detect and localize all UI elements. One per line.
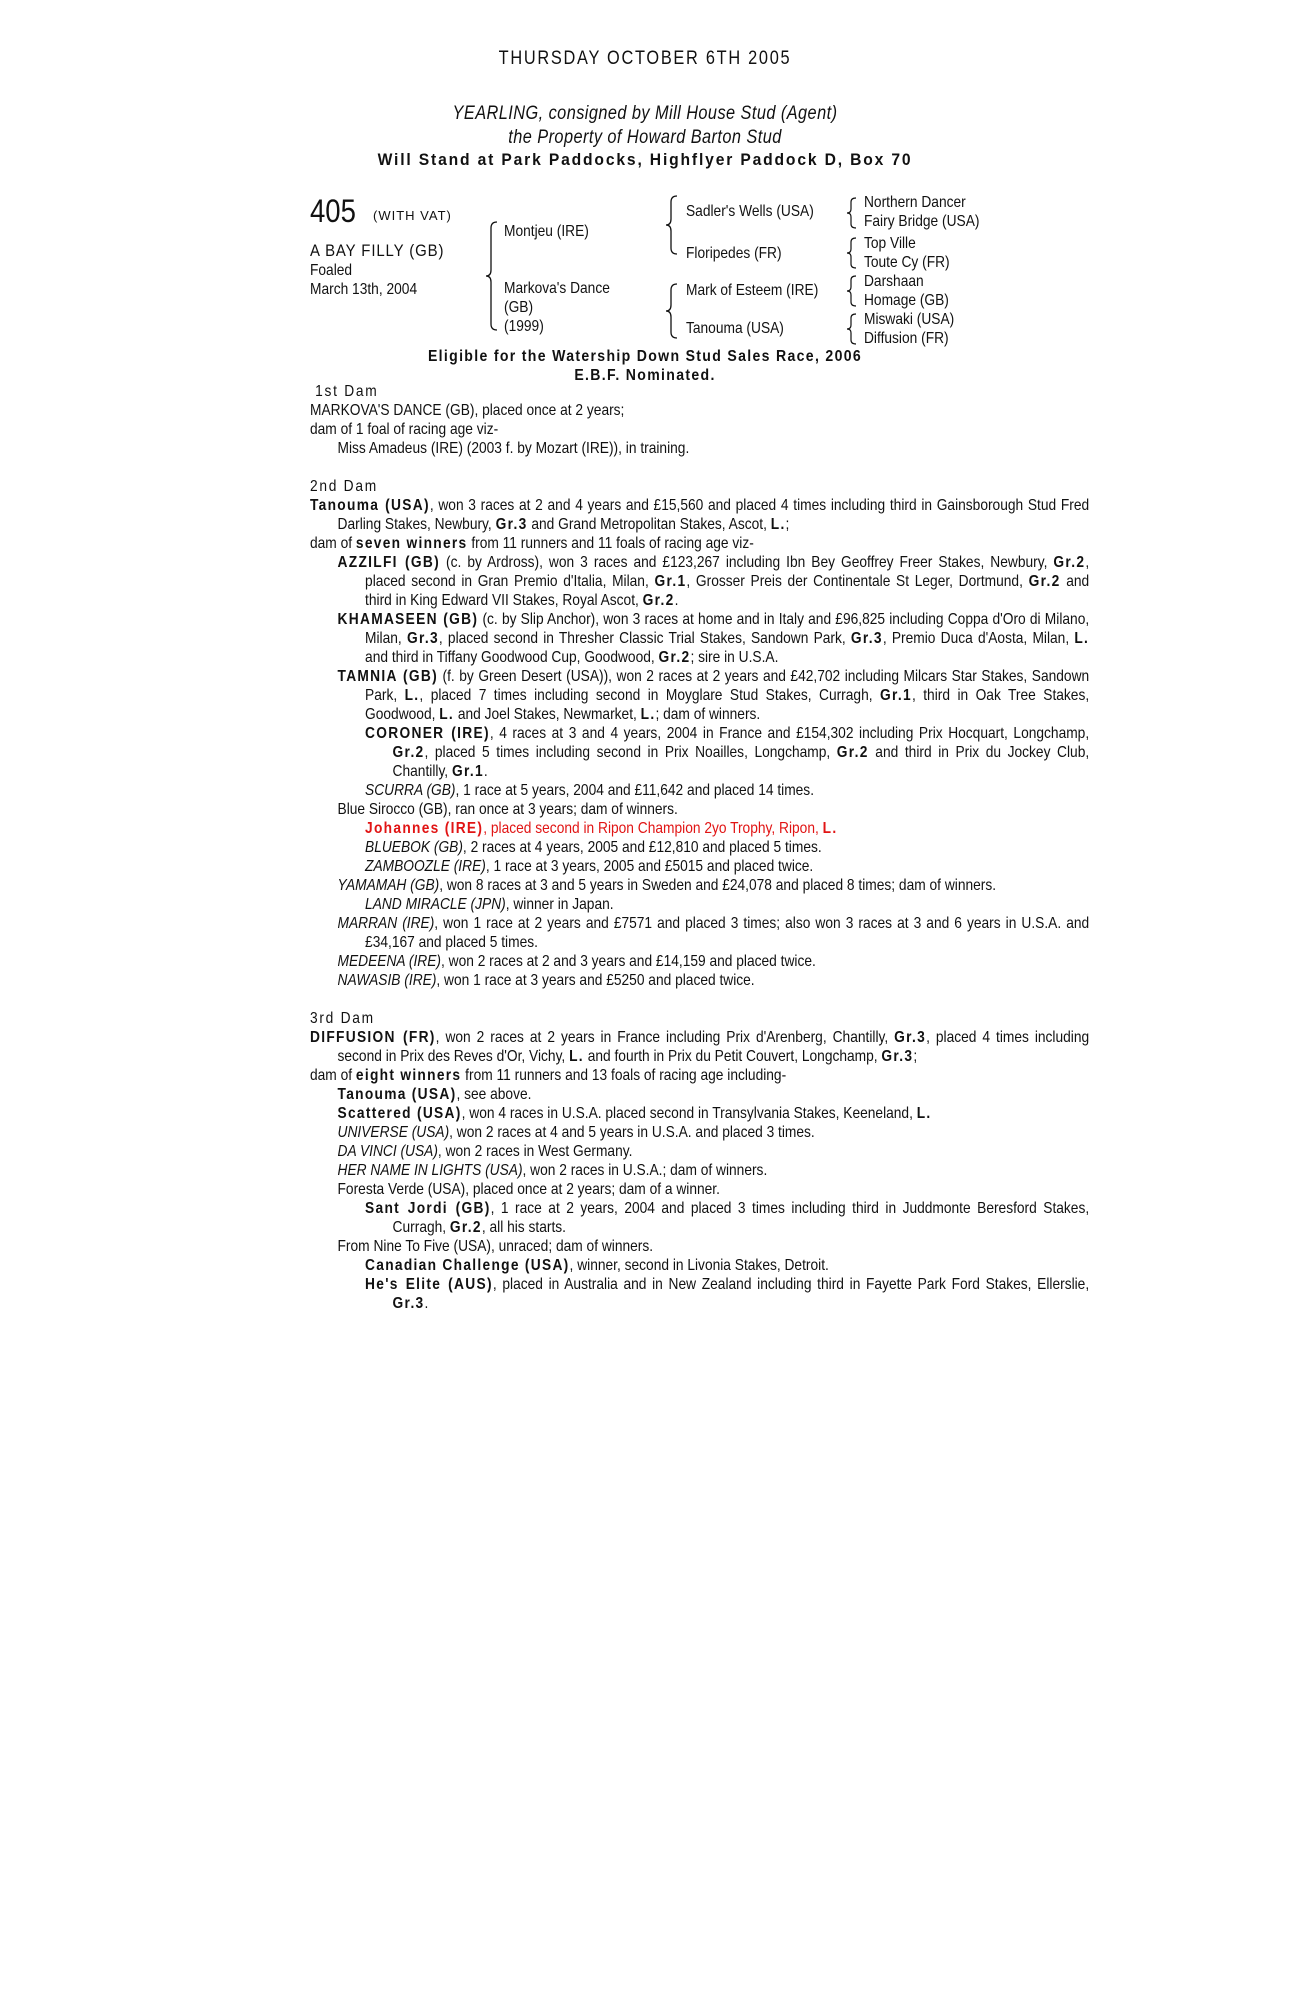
pedigree-sire-sire: Sadler's Wells (USA) bbox=[686, 203, 814, 220]
pedigree-dds: Miswaki (USA) bbox=[864, 311, 955, 328]
produce-azzilfi: AZZILFI (GB) (c. by Ardross), won 3 races and £123,267 including Ibn Bey Geoffrey Freer Stakes, Newbury, Gr.2, placed second in Gran Premio d'Italia, Milan, Gr.1, Grosser Preis der Continentale St Leger, Dortmund, Gr.2 and third in King Edward VII Stakes, Royal Ascot, Gr.2. bbox=[337, 554, 1090, 609]
pedigree-brace-dam bbox=[664, 282, 678, 340]
pedigree-ddd: Diffusion (FR) bbox=[864, 330, 949, 347]
pedigree-brace-ds bbox=[845, 274, 857, 308]
vat-note: (WITH VAT) bbox=[373, 208, 452, 223]
consignor-block bbox=[90, 102, 1199, 150]
second-dam-heading: 2nd Dam bbox=[310, 478, 378, 495]
pedigree-dam-origin: (GB) bbox=[504, 299, 534, 316]
produce-medeena: MEDEENA (IRE), won 2 races at 2 and 3 years and £14,159 and placed twice. bbox=[337, 953, 816, 970]
second-dam-produce-summary: dam of seven winners from 11 runners and 11 foals of racing age viz- bbox=[310, 535, 754, 552]
pedigree-brace-ss bbox=[845, 196, 857, 230]
produce-sant-jordi: Sant Jordi (GB), 1 race at 2 years, 2004 and placed 3 times including third in Juddmonte Beresford Stakes, Curragh, Gr.2, all his starts. bbox=[365, 1200, 1090, 1236]
lot-description: A BAY FILLY (GB) bbox=[310, 241, 445, 260]
pedigree-dam-dam: Tanouma (USA) bbox=[686, 320, 784, 337]
pedigree-dsd: Homage (GB) bbox=[864, 292, 949, 309]
produce-universe: UNIVERSE (USA), won 2 races at 4 and 5 years in U.S.A. and placed 3 times. bbox=[337, 1124, 815, 1141]
produce-nawasib: NAWASIB (IRE), won 1 race at 3 years and £5250 and placed twice. bbox=[337, 972, 755, 989]
produce-coroner: CORONER (IRE), 4 races at 3 and 4 years, 2004 in France and £154,302 including Prix Hocquart, Longchamp, Gr.2, placed 5 times including second in Prix Noailles, Longchamp, Gr.2 and third in Prix du Jockey Club, Chantilly, Gr.1. bbox=[365, 725, 1090, 780]
pedigree-sire-dam: Floripedes (FR) bbox=[686, 245, 782, 262]
pedigree-dam-name: Markova's Dance bbox=[504, 280, 610, 297]
produce-canadian-challenge: Canadian Challenge (USA), winner, second in Livonia Stakes, Detroit. bbox=[365, 1257, 829, 1274]
produce-foresta-verde: Foresta Verde (USA), placed once at 2 years; dam of a winner. bbox=[337, 1181, 720, 1198]
produce-tamnia: TAMNIA (GB) (f. by Green Desert (USA)), won 2 races at 2 years and £42,702 including Milcars Star Stakes, Sandown Park, L., placed 7 times including second in Moyglare Stud Stakes, Curragh, Gr.1, third in Oak Tree Stakes, Goodwood, L. and Joel Stakes, Newmarket, L.; dam of winners. bbox=[337, 668, 1090, 723]
lot-number: 405 bbox=[310, 193, 356, 229]
pedigree-sire: Montjeu (IRE) bbox=[504, 223, 589, 240]
second-dam-entry: Tanouma (USA), won 3 races at 2 and 4 years and £15,560 and placed 4 times including third in Gainsborough Stud Fred Darling Stakes, Newbury, Gr.3 and Grand Metropolitan Stakes, Ascot, L.; bbox=[310, 497, 1090, 533]
produce-hes-elite: He's Elite (AUS), placed in Australia and in New Zealand including third in Fayette Park Ford Stakes, Ellerslie, Gr.3. bbox=[365, 1276, 1090, 1312]
property-line: the Property of Howard Barton Stud bbox=[508, 127, 782, 148]
pedigree-brace-dd bbox=[845, 312, 857, 346]
produce-scattered: Scattered (USA), won 4 races in U.S.A. placed second in Transylvania Stakes, Keeneland, L. bbox=[337, 1105, 932, 1122]
produce-zamboozle: ZAMBOOZLE (IRE), 1 race at 3 years, 2005 and £5015 and placed twice. bbox=[365, 858, 814, 875]
produce-record bbox=[310, 382, 1090, 1313]
produce-tanouma: Tanouma (USA), see above. bbox=[337, 1086, 532, 1103]
stand-location: Will Stand at Park Paddocks, Highflyer Paddock D, Box 70 bbox=[377, 150, 913, 169]
foaled-date: March 13th, 2004 bbox=[310, 281, 418, 298]
third-dam-heading: 3rd Dam bbox=[310, 1010, 375, 1027]
foaled-info bbox=[310, 261, 417, 299]
produce-her-name-in-lights: HER NAME IN LIGHTS (USA), won 2 races in U.S.A.; dam of winners. bbox=[337, 1162, 768, 1179]
pedigree-dam bbox=[504, 279, 610, 336]
third-dam-entry: DIFFUSION (FR), won 2 races at 2 years in France including Prix d'Arenberg, Chantilly, Gr.3, placed 4 times including second in Prix des Reves d'Or, Vichy, L. and fourth in Prix du Petit Couvert, Longchamp, Gr.3; bbox=[310, 1029, 1090, 1065]
first-dam-heading: 1st Dam bbox=[315, 383, 379, 400]
first-dam-produce: Miss Amadeus (IRE) (2003 f. by Mozart (IRE)), in training. bbox=[337, 440, 690, 457]
pedigree-brace-gen1 bbox=[484, 220, 498, 332]
pedigree-sss: Northern Dancer bbox=[864, 194, 966, 211]
pedigree-brace-sd bbox=[845, 236, 857, 270]
produce-land-miracle: LAND MIRACLE (JPN), winner in Japan. bbox=[365, 896, 614, 913]
consignor-line: YEARLING, consigned by Mill House Stud (Agent) bbox=[452, 103, 838, 124]
first-dam-foals: dam of 1 foal of racing age viz- bbox=[310, 421, 499, 438]
pedigree-ssd: Fairy Bridge (USA) bbox=[864, 213, 980, 230]
pedigree-brace-sire bbox=[664, 194, 678, 256]
sale-date: THURSDAY OCTOBER 6TH 2005 bbox=[498, 48, 792, 69]
produce-bluebok: BLUEBOK (GB), 2 races at 4 years, 2005 and £12,810 and placed 5 times. bbox=[365, 839, 822, 856]
produce-scurra: SCURRA (GB), 1 race at 5 years, 2004 and £11,642 and placed 14 times. bbox=[365, 782, 815, 799]
eligibility-note bbox=[77, 347, 1212, 385]
third-dam-produce-summary: dam of eight winners from 11 runners and 13 foals of racing age including- bbox=[310, 1067, 787, 1084]
pedigree-sds: Top Ville bbox=[864, 235, 916, 252]
pedigree-dam-year: (1999) bbox=[504, 318, 544, 335]
ebf-nomination: E.B.F. Nominated. bbox=[574, 367, 716, 384]
produce-johannes: Johannes (IRE), placed second in Ripon Champion 2yo Trophy, Ripon, L. bbox=[365, 820, 838, 837]
produce-yamamah: YAMAMAH (GB), won 8 races at 3 and 5 years in Sweden and £24,078 and placed 8 times; dam of winners. bbox=[337, 877, 997, 894]
produce-blue-sirocco: Blue Sirocco (GB), ran once at 3 years; dam of winners. bbox=[337, 801, 678, 818]
foaled-label: Foaled bbox=[310, 262, 353, 279]
pedigree-dam-sire: Mark of Esteem (IRE) bbox=[686, 282, 819, 299]
produce-khamaseen: KHAMASEEN (GB) (c. by Slip Anchor), won 3 races at home and in Italy and £96,825 including Coppa d'Oro di Milano, Milan, Gr.3, placed second in Thresher Classic Trial Stakes, Sandown Park, Gr.3, Premio Duca d'Aosta, Milan, L. and third in Tiffany Goodwood Cup, Goodwood, Gr.2; sire in U.S.A. bbox=[337, 611, 1090, 666]
sales-race-eligibility: Eligible for the Watership Down Stud Sales Race, 2006 bbox=[427, 348, 863, 365]
produce-from-nine-to-five: From Nine To Five (USA), unraced; dam of winners. bbox=[337, 1238, 654, 1255]
pedigree-sdd: Toute Cy (FR) bbox=[864, 254, 950, 271]
produce-da-vinci: DA VINCI (USA), won 2 races in West Germany. bbox=[337, 1143, 633, 1160]
produce-marran: MARRAN (IRE), won 1 race at 2 years and £7571 and placed 3 times; also won 3 races at 3 and 6 years in U.S.A. and £34,167 and placed 5 times. bbox=[337, 915, 1090, 951]
first-dam-line: MARKOVA'S DANCE (GB), placed once at 2 years; bbox=[310, 402, 625, 419]
pedigree-dss: Darshaan bbox=[864, 273, 924, 290]
